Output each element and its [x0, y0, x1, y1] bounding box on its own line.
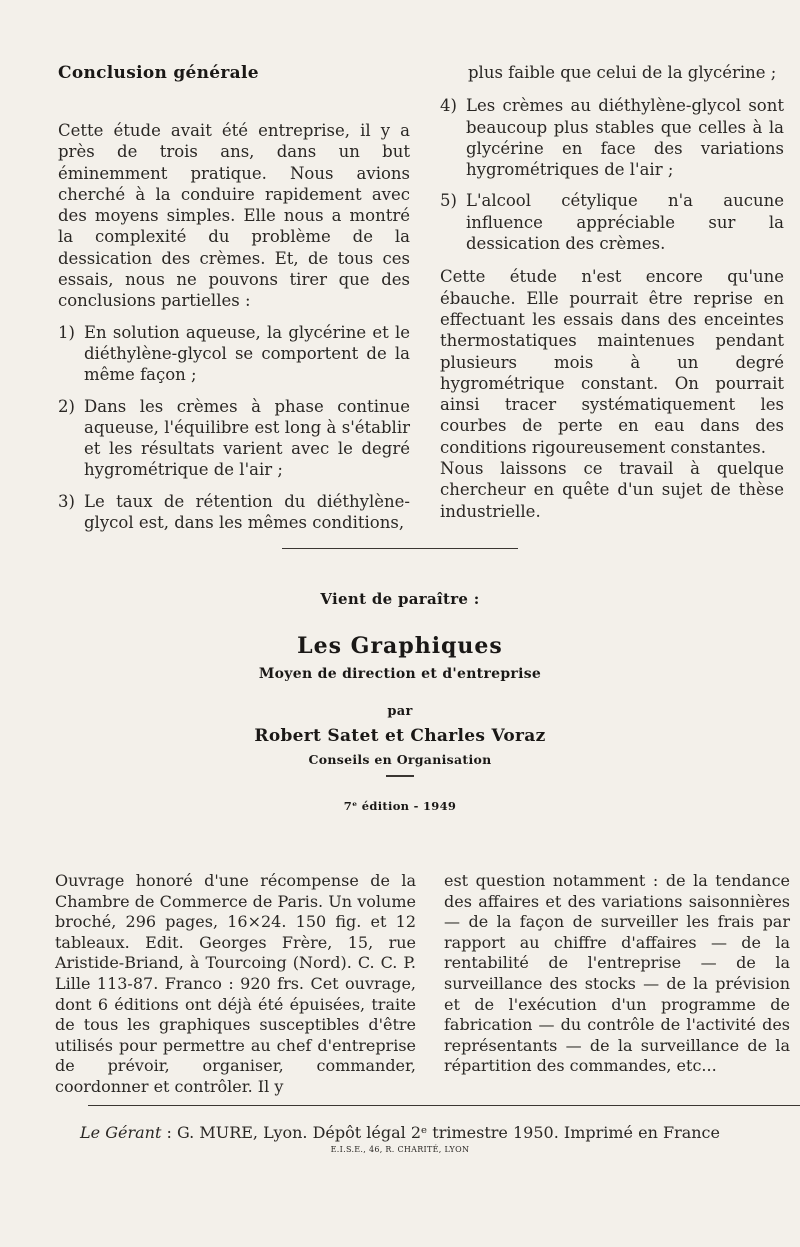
continued-text: plus faible que celui de la glycérine ; — [468, 63, 777, 82]
gerant-text: : G. MURE, Lyon. Dépôt légal 2ᵉ trimestre 1950. Imprimé en France — [166, 1123, 720, 1142]
list-item-number: 2) — [58, 396, 75, 416]
closing-paragraph: Cette étude n'est encore qu'une ébauche. Elle pourrait être reprise en effectuant les essais dans des enceintes thermostatiques maintenues pendant plusieurs mois à un degré hygrométrique constant. On pourrait ainsi tracer systématiquement les courbes de perte en eau dans des conditions rigoureusement constantes. — [440, 267, 784, 457]
announcement-kicker: Vient de paraître : — [320, 590, 480, 608]
book-edition: 7ᵉ édition - 1949 — [343, 799, 457, 813]
list-item-text: Les crèmes au diéthylène-glycol sont beaucoup plus stables que celles à la glycérine en face des variations hygrométriques de l'air ; — [466, 96, 784, 180]
list-item-text: L'alcool cétylique n'a aucune influence appréciable sur la dessication des crèmes. — [466, 191, 784, 254]
authors-role: Conseils en Organisation — [308, 752, 492, 767]
by-label: par — [387, 704, 413, 719]
list-item — [58, 396, 410, 481]
list-item-text: Dans les crèmes à phase continue aqueuse, l'équilibre est long à s'établir et les résultats varient avec le degré hygrométrique de l'air ; — [84, 396, 410, 480]
gerant-label: Le Gérant — [80, 1123, 162, 1142]
footer-line — [0, 1123, 800, 1142]
right-column — [440, 62, 784, 522]
list-item — [440, 95, 784, 180]
list-item — [58, 322, 410, 386]
conclusion-intro: Cette étude avait été entreprise, il y a près de trois ans, dans un but éminemment pratique. Nous avions cherché à la conduire rapidement avec des moyens simples. Elle nous a montré la complexité du problème de la dessication des crèmes. Et, de tous ces essais, nous ne pouvons tirer que des conclusions partielles : — [58, 121, 410, 311]
list-item — [58, 491, 410, 534]
conclusion-heading: Conclusion générale — [58, 63, 259, 83]
section-divider — [282, 548, 518, 549]
list-item-number: 5) — [440, 191, 457, 211]
printer-line: E.I.S.E., 46, R. CHARITÉ, LYON — [330, 1145, 470, 1154]
book-authors: Robert Satet et Charles Voraz — [254, 726, 546, 746]
short-divider — [386, 775, 414, 777]
announcement-right: est question notamment : de la tendance des affaires et des variations saisonnières — de la façon de surveiller les frais par rapport au chiffre d'affaires — de la rentabilité de l'entreprise — de la surveillance des stocks — de la prévision et de l'exécution d'un programme de fabrication — du contrôle de l'activité des représentants — de la surveillance de la répartition des commandes, etc... — [444, 871, 790, 1076]
footer-divider — [88, 1105, 800, 1106]
announcement-left: Ouvrage honoré d'une récompense de la Chambre de Commerce de Paris. Un volume broché, 296 pages, 16×24. 150 fig. et 12 tableaux. Edit. Georges Frère, 15, rue Aristide-Briand, à Tourcoing (Nord). C. C. P. Lille 113-87. Franco : 920 frs. Cet ouvrage, dont 6 éditions ont déjà été épuisées, traite de tous les graphiques susceptibles d'être utilisés pour permettre au chef d'entreprise de prévoir, organiser, commander, coordonner et contrôler. Il y — [55, 871, 416, 1096]
list-item — [440, 190, 784, 254]
list-item-text: Le taux de rétention du diéthylène-glycol est, dans les mêmes conditions, — [84, 491, 410, 533]
closing-paragraph-2: Nous laissons ce travail à quelque chercheur en quête d'un sujet de thèse industrielle. — [440, 459, 784, 521]
left-column — [58, 62, 410, 533]
book-title: Les Graphiques — [297, 633, 503, 659]
list-item-number: 3) — [58, 491, 75, 511]
list-item-number: 1) — [58, 322, 75, 342]
list-item-number: 4) — [440, 96, 457, 116]
book-subtitle: Moyen de direction et d'entreprise — [258, 666, 542, 682]
list-item-text: En solution aqueuse, la glycérine et le diéthylène-glycol se comportent de la même façon ; — [84, 322, 410, 385]
